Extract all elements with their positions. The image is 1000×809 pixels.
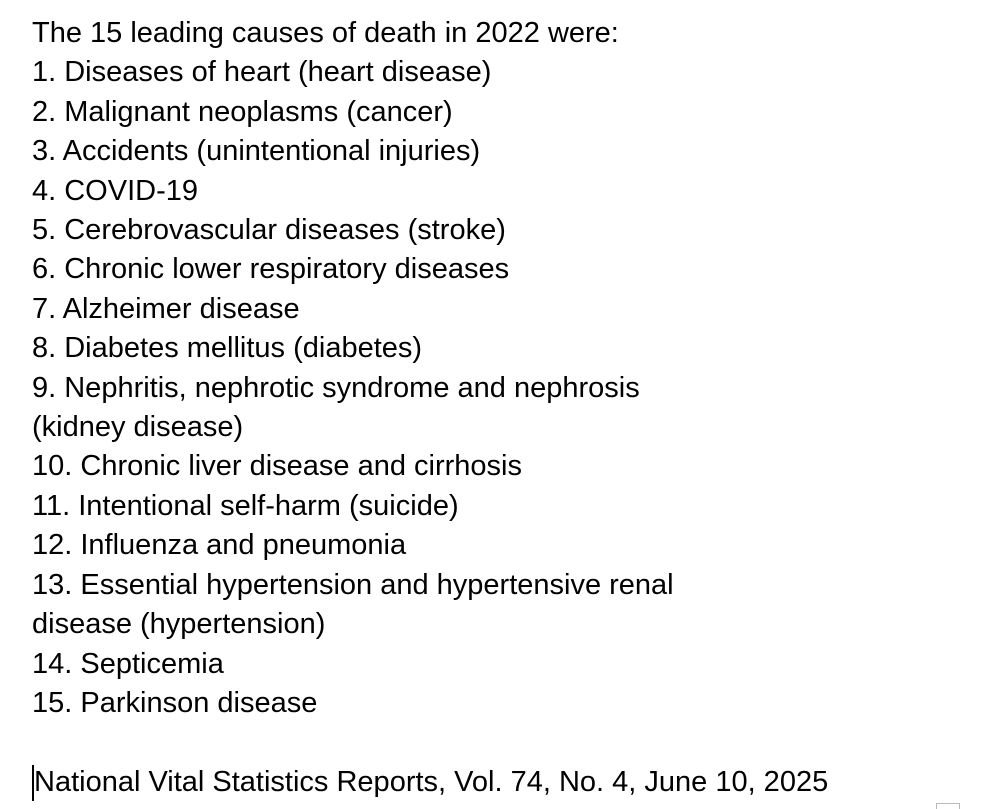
list-item: 9. Nephritis, nephrotic syndrome and nephrosis [32,371,640,404]
resize-handle[interactable] [936,803,960,809]
causes-list [32,53,972,723]
citation-text: National Vital Statistics Reports, Vol. 74, No. 4, June 10, 2025 [34,766,829,798]
document-body [32,14,972,723]
list-item: 15. Parkinson disease [32,686,318,719]
list-item: 4. COVID-19 [32,174,198,207]
list-item: 12. Influenza and pneumonia [32,529,407,562]
list-item: 2. Malignant neoplasms (cancer) [32,95,453,128]
list-item: 7. Alzheimer disease [32,292,300,325]
list-item-continuation: disease (hypertension) [32,608,326,641]
list-item: 13. Essential hypertension and hypertensive renal [32,568,674,601]
list-item: 11. Intentional self-harm (suicide) [32,489,459,522]
list-item: 10. Chronic liver disease and cirrhosis [32,450,522,483]
list-item: 8. Diabetes mellitus (diabetes) [32,332,423,365]
citation-line[interactable] [32,763,828,802]
list-item-continuation: (kidney disease) [32,411,244,444]
document-heading: The 15 leading causes of death in 2022 were: [32,17,619,49]
list-item: 5. Cerebrovascular diseases (stroke) [32,214,506,247]
list-item: 14. Septicemia [32,647,224,680]
list-item: 3. Accidents (unintentional injuries) [32,135,481,168]
list-item: 6. Chronic lower respiratory diseases [32,253,510,286]
list-item: 1. Diseases of heart (heart disease) [32,56,492,89]
